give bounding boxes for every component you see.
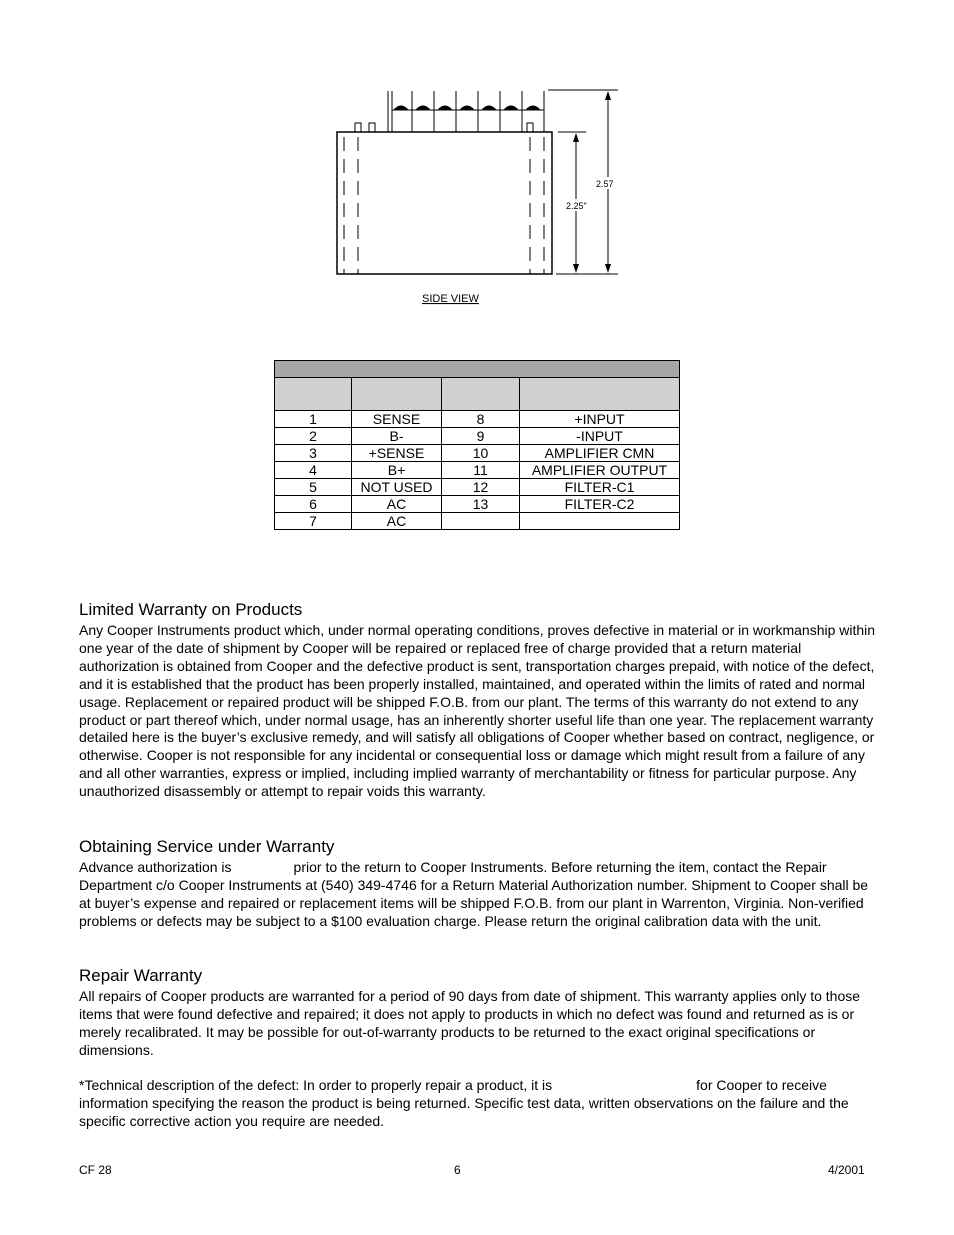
table-title-row bbox=[275, 361, 680, 378]
overall-height-dimension: 2.57 bbox=[596, 179, 614, 189]
table-row bbox=[275, 479, 680, 496]
side-view-label: SIDE VIEW bbox=[422, 293, 479, 305]
table-row bbox=[275, 445, 680, 462]
table-cell: 8 bbox=[442, 411, 520, 428]
footer-doc-id: CF 28 bbox=[79, 1163, 112, 1177]
side-view-svg bbox=[330, 85, 630, 310]
body-height-dimension: 2.25" bbox=[566, 201, 587, 211]
table-cell: 9 bbox=[442, 428, 520, 445]
table-cell: 1 bbox=[275, 411, 352, 428]
service-text-start: Advance authorization is bbox=[79, 859, 232, 875]
repair-warranty-text: All repairs of Cooper products are warranted for a period of 90 days from date of shipment. This warranty applies only to those items that were found defective and repaired; it does not apply to products in which no defect was found and returned as is or merely recalibrated. It may be possible for out-of-warranty products to be returned to the exact original specifications or dimensions. bbox=[79, 988, 861, 1058]
table-header-row bbox=[275, 378, 680, 411]
table-cell: -INPUT bbox=[520, 428, 680, 445]
table-cell: 5 bbox=[275, 479, 352, 496]
footer-page-number: 6 bbox=[454, 1163, 461, 1177]
table-cell: AMPLIFIER CMN bbox=[520, 445, 680, 462]
terminal-block bbox=[388, 91, 544, 132]
table-cell: 13 bbox=[442, 496, 520, 513]
pin-assignment-table bbox=[274, 360, 680, 530]
table-cell: FILTER-C1 bbox=[520, 479, 680, 496]
table-cell: +INPUT bbox=[520, 411, 680, 428]
table-cell: B+ bbox=[352, 462, 442, 479]
enclosure-body bbox=[337, 132, 552, 274]
table-cell: AC bbox=[352, 496, 442, 513]
table-cell: +SENSE bbox=[352, 445, 442, 462]
table-row bbox=[275, 428, 680, 445]
service-text-rest: prior to the return to Cooper Instruments. Before returning the item, contact the Repair Department c/o Cooper Instruments at (540) 349-4746 for a Return Material Authorization number. Shipment to Cooper shall be at buyer’s expense and repaired or replacement items will be shipped F.O.B. from our plant in Warrenton, Virginia. Non-verified problems or defects may be subject to a $100 evaluation charge. Please return the original calibration data with the unit. bbox=[79, 859, 869, 929]
table-cell: FILTER-C2 bbox=[520, 496, 680, 513]
table-row bbox=[275, 411, 680, 428]
table-cell: NOT USED bbox=[352, 479, 442, 496]
technical-description-note bbox=[79, 1077, 879, 1131]
note-text-rest: for Cooper to receive information specifying the reason the product is being returned. Specific test data, written observations on the failure and the specific corrective action you require are needed. bbox=[79, 1077, 849, 1129]
table-cell: 7 bbox=[275, 513, 352, 530]
table-cell: 4 bbox=[275, 462, 352, 479]
table-cell bbox=[520, 513, 680, 530]
side-view-drawing bbox=[330, 85, 630, 310]
limited-warranty-heading: Limited Warranty on Products bbox=[79, 600, 303, 619]
table-cell: 3 bbox=[275, 445, 352, 462]
table-cell: 6 bbox=[275, 496, 352, 513]
table-row bbox=[275, 462, 680, 479]
pin-rows bbox=[275, 411, 680, 530]
table-cell: SENSE bbox=[352, 411, 442, 428]
table-cell: B- bbox=[352, 428, 442, 445]
table-cell: 2 bbox=[275, 428, 352, 445]
table-row bbox=[275, 513, 680, 530]
footer-date: 4/2001 bbox=[828, 1163, 865, 1177]
note-text-start: *Technical description of the defect: In order to properly repair a product, it is bbox=[79, 1077, 553, 1093]
table-cell: 10 bbox=[442, 445, 520, 462]
limited-warranty-text: Any Cooper Instruments product which, under normal operating conditions, proves defective in material or in workmanship within one year of the date of shipment by Cooper will be repaired or replaced free of charge provided that a return material authorization is obtained from Cooper and the defective product is sent, transportation charges prepaid, with notice of the defect, and it is established that the product has been properly installed, maintained, and operated within the limits of rated and normal usage. Replacement or repaired product will be shipped F.O.B. from our plant. The terms of this warranty do not extend to any product or part thereof which, under normal usage, has an inherently shorter useful life than one year. The replacement warranty detailed here is the buyer’s exclusive remedy, and will satisfy all obligations of Cooper whether based on contract, negligence, or otherwise. Cooper is not responsible for any incidental or consequential loss or damage which might result from a failure of any and all other warranties, express or implied, including implied warranty of merchantability or fitness for particular purpose. Any unauthorized disassembly or attempt to repair voids this warranty. bbox=[79, 622, 876, 800]
table-cell: 12 bbox=[442, 479, 520, 496]
table-row bbox=[275, 496, 680, 513]
repair-warranty-heading: Repair Warranty bbox=[79, 966, 203, 985]
obtaining-service-heading: Obtaining Service under Warranty bbox=[79, 837, 335, 856]
table-cell: 11 bbox=[442, 462, 520, 479]
table-cell bbox=[442, 513, 520, 530]
table-cell: AMPLIFIER OUTPUT bbox=[520, 462, 680, 479]
obtaining-service-text bbox=[79, 859, 879, 931]
table-cell: AC bbox=[352, 513, 442, 530]
